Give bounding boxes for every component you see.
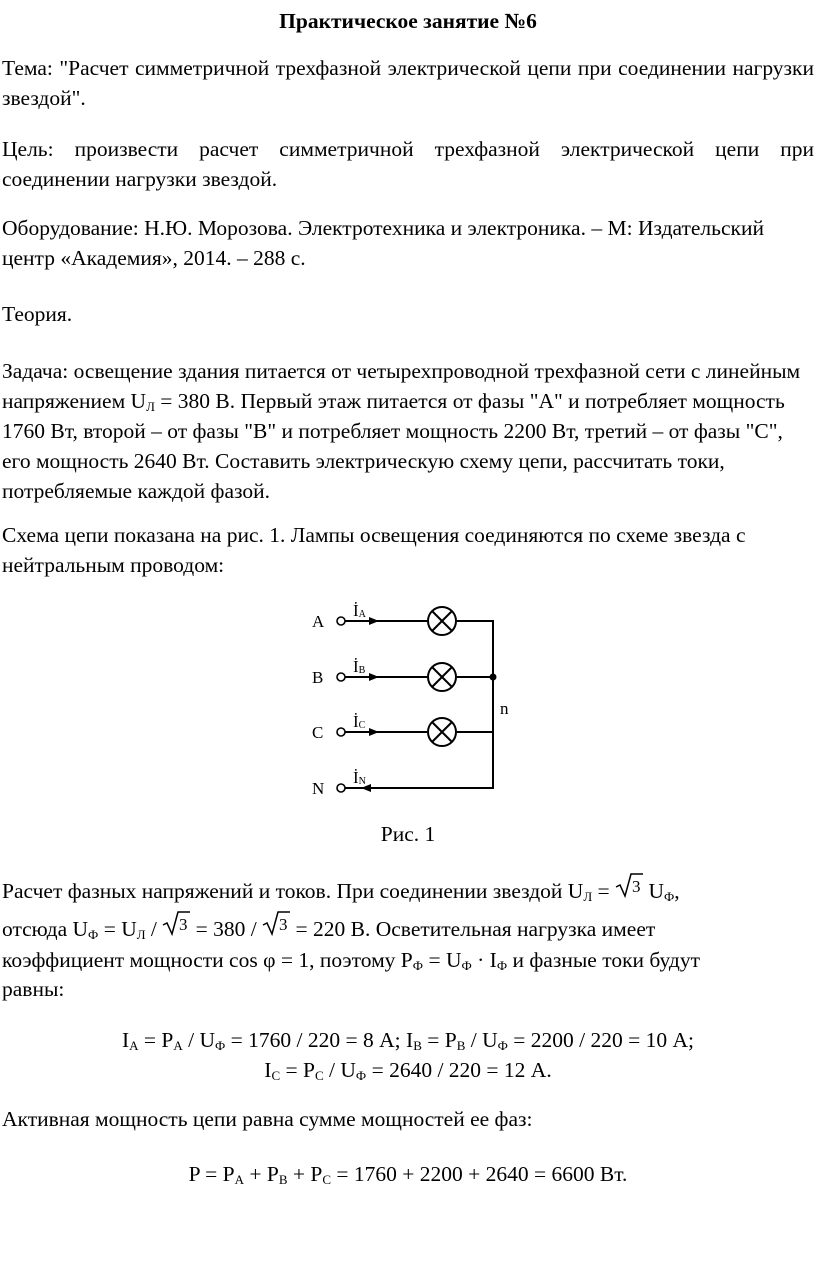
- power-paragraph: Активная мощность цепи равна сумме мощностей ее фаз:: [2, 1107, 533, 1131]
- lamp-b-icon: [428, 663, 456, 691]
- phase-c-label: C: [312, 723, 324, 742]
- phase-n-label: N: [312, 779, 325, 798]
- scheme-paragraph: Схема цепи показана на рис. 1. Лампы освещения соединяются по схеме звезда с нейтральным проводом:: [2, 523, 746, 577]
- arrow-b-icon: [369, 673, 379, 681]
- current-a-label: İA: [353, 601, 366, 620]
- node-dot: [490, 674, 497, 681]
- current-c-label: İC: [353, 712, 366, 731]
- topic-paragraph: Тема: "Расчет симметричной трехфазной электрической цепи при соединении нагрузки звездой".: [2, 56, 814, 110]
- arrow-a-icon: [369, 617, 379, 625]
- task-sub-l: Л: [146, 399, 155, 414]
- calc-line-3: коэффициент мощности cos φ = 1, поэтому $Р_Ф = U_Ф \cdot I_Ф$ и фазные токи будут: [2, 948, 700, 973]
- current-n-label: İN: [353, 768, 366, 787]
- current-b-label: İB: [353, 657, 366, 676]
- svg-text:3: 3: [632, 877, 641, 897]
- figure-caption: Рис. 1: [380, 822, 436, 846]
- theory-heading: Теория.: [2, 302, 73, 326]
- goal-paragraph: Цель: произвести расчет симметричной трехфазной электрической цепи при соединении нагрузки звездой.: [2, 137, 814, 191]
- page-title: Практическое занятие №6: [279, 9, 537, 33]
- phase-a-label: A: [312, 612, 325, 631]
- lamp-a-icon: [428, 607, 456, 635]
- arrow-c-icon: [369, 728, 379, 736]
- formula-current-c: $I_C = P_C / U_Ф = 2640 / 220 = 12$ А.: [264, 1058, 552, 1083]
- formula-currents-ab: $I_A = P_A / U_Ф = 1760 / 220 = 8$ А; $I_B = P_B / U_Ф = 2200 / 220 = 10$ А;: [121, 1028, 695, 1053]
- calc-line-4: равны:: [2, 977, 65, 1001]
- sqrt-icon: [262, 910, 290, 944]
- formula-power: $P = P_A + P_B + P_C = 1760 + 2200 + 2640 = 6600$ Вт.: [188, 1162, 628, 1187]
- task-text-2: = 380 В. Первый этаж питается от фазы "А" и потребляет мощность 1760 Вт, второй – от фазы "В" и потребляет мощность 2200 Вт, третий – от фазы "С", его мощность 2640 Вт. Составить электрическую схему цепи, рассчитать токи, потребляемые каждой фазой.: [2, 389, 785, 503]
- svg-text:3: 3: [179, 915, 188, 935]
- task-text-1: Задача: освещение здания питается от четырехпроводной трехфазной сети с линейным напряжением U: [2, 359, 801, 413]
- sqrt-icon: [615, 872, 643, 906]
- node-n-label: n: [500, 699, 509, 718]
- sqrt-icon: [162, 910, 190, 944]
- phase-b-label: B: [312, 668, 324, 687]
- equipment-paragraph: Оборудование: Н.Ю. Морозова. Электротехника и электроника. – М: Издательский центр «Академия», 2014. – 288 с.: [2, 216, 764, 270]
- calc-line-1: Расчет фазных напряжений и токов. При соединении звездой $U_Л$ = 3 $U_Ф$,: [2, 876, 814, 906]
- svg-text:3: 3: [279, 915, 288, 935]
- lamp-c-icon: [428, 718, 456, 746]
- calc-line-2: отсюда $U_Ф = U_Л$ / 3 = 380 / 3 = 220 В. Осветительная нагрузка имеет: [2, 914, 814, 944]
